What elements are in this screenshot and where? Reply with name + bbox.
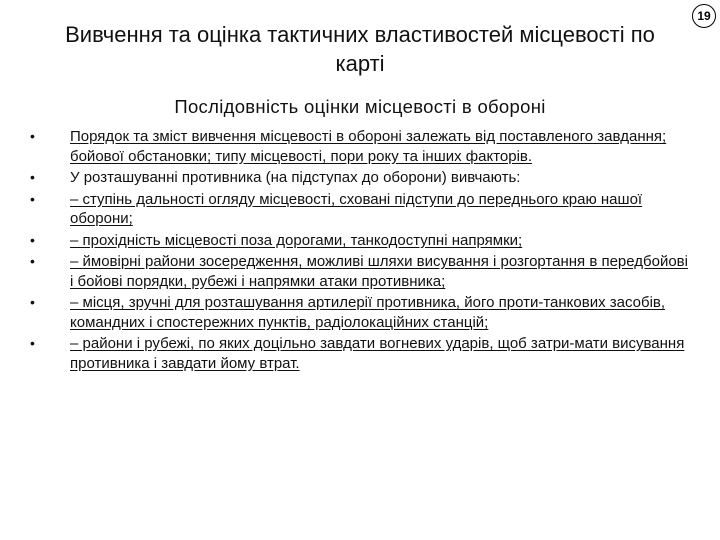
bullet-icon: • (30, 190, 35, 207)
list-item (28, 334, 690, 373)
list-item-text: – райони і рубежі, по яких доцільно завдати вогневих ударів, щоб затри-мати висування противника і завдати йому втрат. (70, 335, 685, 372)
slide-title: Вивчення та оцінка тактичних властивостей місцевості по карті (65, 22, 655, 76)
list-item (28, 127, 690, 166)
list-item-text: У розташуванні противника (на підступах до оборони) вивчають: (70, 169, 521, 186)
slide-number-badge: 19 (692, 4, 716, 28)
list-item-text: – ймовірні райони зосередження, можливі шляхи висування і розгортання в передбойові і бойові порядки, рубежі і напрямки атаки противника; (70, 253, 688, 290)
bullet-icon: • (30, 169, 35, 185)
bullet-icon: • (30, 253, 35, 269)
slide-subtitle: Послідовність оцінки місцевості в обороні (174, 96, 546, 117)
list-item-text: – ступінь дальності огляду місцевості, сховані підступи до переднього краю нашої оборони; (70, 190, 643, 227)
list-item (28, 252, 690, 291)
list-item-text: – прохідність місцевості поза дорогами, танкодоступні напрямки; (70, 231, 523, 249)
bullet-list (28, 127, 690, 375)
list-item (28, 190, 690, 229)
bullet-icon: • (30, 128, 35, 144)
bullet-icon: • (30, 231, 35, 248)
list-item (28, 231, 690, 251)
list-item (28, 168, 690, 188)
bullet-icon: • (30, 294, 35, 310)
list-item (28, 293, 690, 332)
list-item-text: Порядок та зміст вивчення місцевості в обороні залежать від поставленого завдання; бойової обстановки; типу місцевості, пори року та інших факторів. (70, 128, 667, 165)
list-item-text: – місця, зручні для розташування артилерії противника, його проти-танкових засобів, командних і спостережних пунктів, радіолокаційних станцій; (70, 294, 666, 331)
bullet-icon: • (30, 335, 35, 351)
